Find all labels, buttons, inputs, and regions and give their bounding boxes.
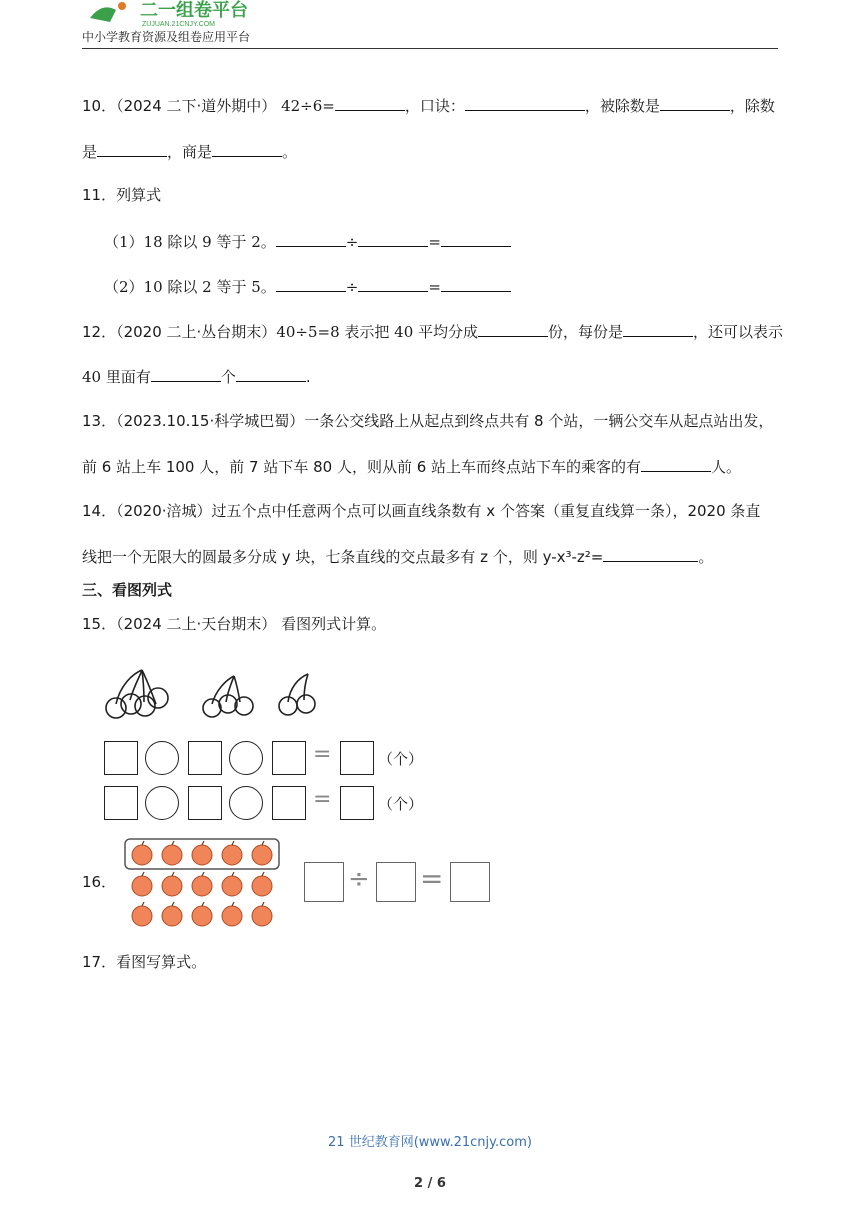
answer-box[interactable] [104, 741, 138, 775]
answer-box[interactable] [272, 786, 306, 820]
svg-text:二一组卷平台: 二一组卷平台 [140, 0, 248, 20]
equals-sign: = [313, 787, 332, 812]
unit-label: （个） [378, 750, 424, 768]
question-12-line1: 12．（2020 二上·丛台期末）40÷5=8 表示把 40 平均分成 份，每份是 ，还可以表示 [82, 320, 783, 343]
result-box[interactable] [450, 862, 490, 902]
apples-illustration [122, 836, 282, 930]
question-17-title: 17．看图写算式。 [82, 953, 207, 971]
answer-box[interactable] [272, 741, 306, 775]
answer-box[interactable] [304, 862, 344, 902]
question-12-line2: 40 里面有 个 . [82, 365, 311, 388]
page-number: 2 / 6 [414, 1176, 446, 1191]
question-10-line2: 是 ，商是 。 [82, 140, 297, 163]
question-11-part2: （2）10 除以 2 等于 5。 ÷ = [104, 275, 511, 298]
result-box[interactable] [340, 786, 374, 820]
question-13-line1: 13．（2023.10.15·科学城巴蜀）一条公交线路上从起点到终点共有 8 个站，一辆公交车从起点站出发， [82, 412, 774, 430]
header-subtitle: 中小学教育资源及组卷应用平台 [82, 30, 251, 44]
operator-circle[interactable] [145, 786, 179, 820]
answer-box[interactable] [188, 786, 222, 820]
answer-box[interactable] [104, 786, 138, 820]
unit-label: （个） [378, 795, 424, 813]
cherries-illustration [100, 664, 325, 722]
question-15-title: 15．（2024 二上·天台期末） 看图列式计算。 [82, 615, 387, 633]
equals-sign: = [420, 862, 444, 895]
question-11-title: 11．列算式 [82, 186, 162, 204]
question-13-line2: 前 6 站上车 100 人，前 7 站下车 80 人，则从前 6 站上车而终点站下车的乘客的有 人。 [82, 455, 741, 478]
svg-text:ZUJUAN.21CNJY.COM: ZUJUAN.21CNJY.COM [142, 21, 215, 28]
header-divider [82, 48, 778, 49]
operator-circle[interactable] [229, 741, 263, 775]
divide-sign: ÷ [348, 864, 370, 894]
question-16-number: 16． [82, 873, 117, 891]
question-10-line1: 10．（2024 二下·道外期中） 42÷6= ，口诀： ，被除数是 ，除数 [82, 94, 775, 117]
result-box[interactable] [340, 741, 374, 775]
question-14-line1: 14．（2020·涪城）过五个点中任意两个点可以画直线条数有 x 个答案（重复直线算一条），2020 条直 [82, 502, 761, 520]
question-11-part1: （1）18 除以 9 等于 2。 ÷ = [104, 230, 511, 253]
footer-link[interactable]: 21 世纪教育网(www.21cnjy.com) [328, 1135, 532, 1150]
equals-sign: = [313, 742, 332, 767]
answer-box[interactable] [376, 862, 416, 902]
answer-box[interactable] [188, 741, 222, 775]
operator-circle[interactable] [229, 786, 263, 820]
question-14-line2: 线把一个无限大的圆最多分成 y 块，七条直线的交点最多有 z 个，则 y-x³-z²= 。 [82, 545, 713, 568]
operator-circle[interactable] [145, 741, 179, 775]
section-3-title: 三、看图列式 [82, 581, 173, 599]
site-logo [82, 0, 282, 28]
